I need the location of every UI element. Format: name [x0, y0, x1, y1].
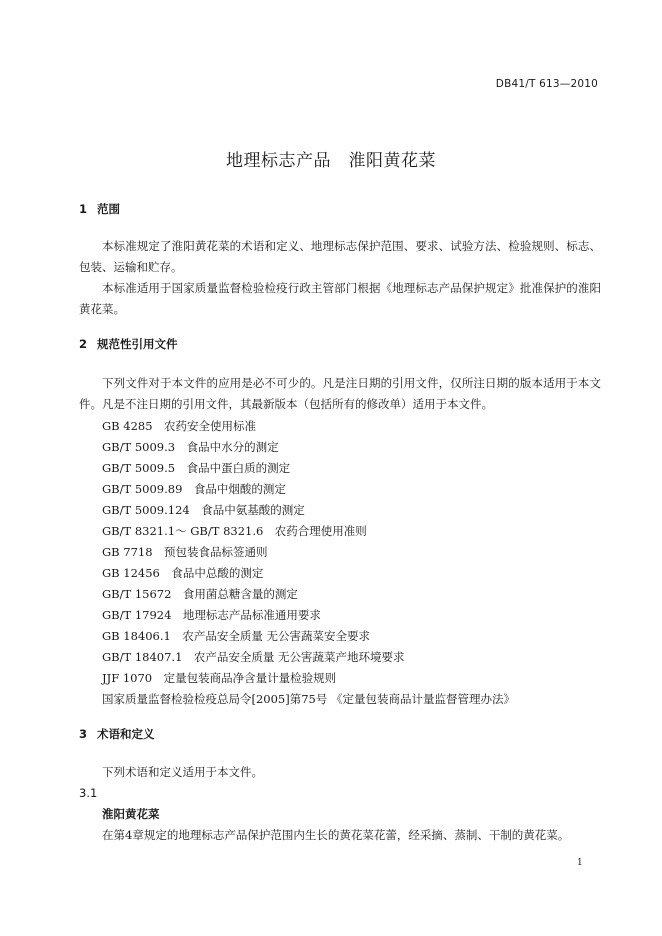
reference-item: GB 18406.1 农产品安全质量 无公害蔬菜安全要求: [102, 629, 371, 643]
reference-item: GB/T 15672 食用菌总糖含量的测定: [102, 587, 298, 601]
reference-item: 国家质量监督检验检疫总局令[2005]第75号 《定量包装商品计量监督管理办法》: [102, 692, 516, 706]
page-number: 1: [577, 858, 583, 868]
reference-item: GB/T 5009.124 食品中氨基酸的测定: [102, 503, 305, 517]
reference-item: GB/T 18407.1 农产品安全质量 无公害蔬菜产地环境要求: [102, 650, 405, 664]
scope-paragraph-2: 本标准适用于国家质量监督检验检疫行政主管部门根据《地理标志产品保护规定》批准保护的淮阳黄花菜。: [79, 281, 601, 316]
section-heading-normative-references: [79, 336, 178, 352]
reference-item: GB/T 17924 地理标志产品标准通用要求: [102, 608, 321, 622]
scope-paragraph-1: 本标准规定了淮阳黄花菜的术语和定义、地理标志保护范围、要求、试验方法、检验规则、标志、包装、运输和贮存。: [79, 239, 601, 274]
reference-item: JJF 1070 定量包装商品净含量计量检验规则: [102, 671, 337, 685]
reference-item: GB/T 8321.1～ GB/T 8321.6 农药合理使用准则: [102, 524, 367, 538]
section-title: 术语和定义: [97, 727, 155, 741]
reference-item: GB 7718 预包装食品标签通则: [102, 545, 268, 559]
section-heading-terms: [79, 726, 155, 742]
standard-code: DB41/T 613—2010: [495, 78, 598, 90]
section-heading-scope: [79, 201, 120, 217]
section-number: 1: [79, 202, 88, 216]
reference-item: GB/T 5009.3 食品中水分的测定: [102, 440, 279, 454]
term-definition: 在第4章规定的地理标志产品保护范围内生长的黄花菜花蕾，经采摘、蒸制、干制的黄花菜。: [102, 828, 570, 842]
references-intro-paragraph: 下列文件对于本文件的应用是必不可少的。凡是注日期的引用文件，仅所注日期的版本适用于本文件。凡是不注日期的引用文件，其最新版本（包括所有的修改单）适用于本文件。: [79, 376, 601, 411]
section-title: 规范性引用文件: [97, 337, 178, 351]
section-number: 2: [79, 337, 88, 351]
page-title: 地理标志产品 淮阳黄花菜: [226, 151, 436, 171]
section-title: 范围: [97, 202, 120, 216]
reference-item: GB 12456 食品中总酸的测定: [102, 566, 264, 580]
term-name: 淮阳黄花菜: [102, 807, 160, 821]
reference-item: GB/T 5009.5 食品中蛋白质的测定: [102, 461, 291, 475]
reference-item: GB 4285 农药安全使用标准: [102, 419, 257, 433]
term-number: 3.1: [79, 786, 98, 800]
terms-intro-paragraph: 下列术语和定义适用于本文件。: [102, 765, 263, 779]
section-number: 3: [79, 727, 88, 741]
reference-item: GB/T 5009.89 食品中烟酸的测定: [102, 482, 286, 496]
